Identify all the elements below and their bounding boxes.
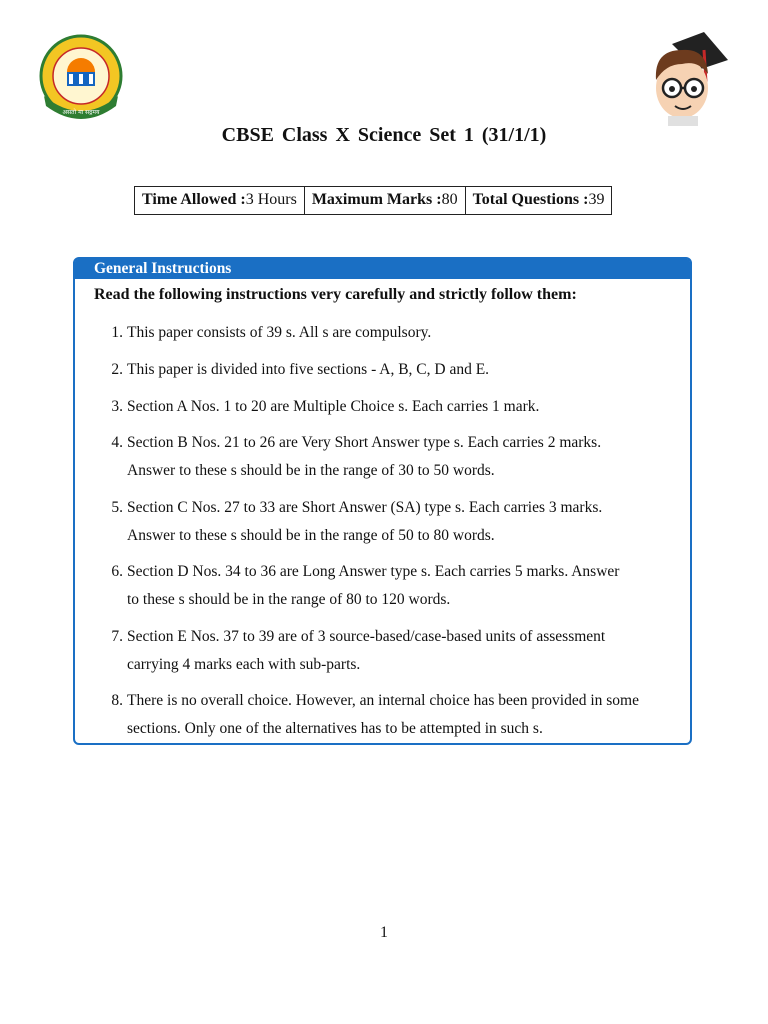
page-number: 1 [380,924,388,941]
maximum-marks-value: 80 [441,191,458,208]
cbse-logo [36,34,126,124]
item-number: 1. [111,324,123,341]
maximum-marks-cell [304,187,465,215]
total-questions-label: Total Questions : [472,191,589,208]
mascot-graduate-icon [642,30,730,126]
item-text: This paper consists of 39 s. All s are compulsory. [127,324,432,341]
item-text: sections. Only one of the alternatives has to be attempted in such s. [127,719,543,737]
item-number: 6. [111,563,123,580]
item-number: 3. [111,398,123,415]
item-text: Section A Nos. 1 to 20 are Multiple Choice s. Each carries 1 mark. [127,398,540,415]
item-text: Answer to these s should be in the range of 30 to 50 words. [127,461,495,479]
item-text: carrying 4 marks each with sub-parts. [127,655,361,673]
item-number: 8. [111,692,123,709]
item-number: 2. [111,361,123,378]
total-questions-value: 39 [588,191,605,208]
item-text: Section D Nos. 34 to 36 are Long Answer type s. Each carries 5 marks. Answer [127,563,620,580]
item-text: This paper is divided into five sections - A, B, C, D and E. [127,361,490,378]
maximum-marks-label: Maximum Marks : [311,191,442,208]
svg-text:असतो मा सद्गमय: असतो मा सद्गमय [62,109,100,116]
item-text: Section E Nos. 37 to 39 are of 3 source-based/case-based units of assessment [127,628,606,645]
time-allowed-value: 3 Hours [245,191,297,208]
exam-info-table [134,186,612,215]
page-title: CBSE Class X Science Set 1 (31/1/1) [221,124,547,146]
instructions-intro: Read the following instructions very carefully and strictly follow them: [94,286,577,303]
item-text: Section B Nos. 21 to 26 are Very Short Answer type s. Each carries 2 marks. [127,434,602,451]
item-text: Section C Nos. 27 to 33 are Short Answer (SA) type s. Each carries 3 marks. [127,499,603,516]
item-number: 4. [111,434,123,451]
time-allowed-cell [135,187,305,215]
total-questions-cell [465,187,612,215]
time-allowed-label: Time Allowed : [142,191,246,208]
item-number: 7. [111,628,123,645]
item-text: There is no overall choice. However, an internal choice has been provided in some [127,692,639,709]
item-number: 5. [111,499,123,516]
item-text: to these s should be in the range of 80 to 120 words. [127,590,451,608]
instructions-heading: General Instructions [75,259,690,279]
item-text: Answer to these s should be in the range of 50 to 80 words. [127,526,495,544]
general-instructions-box [73,257,692,745]
